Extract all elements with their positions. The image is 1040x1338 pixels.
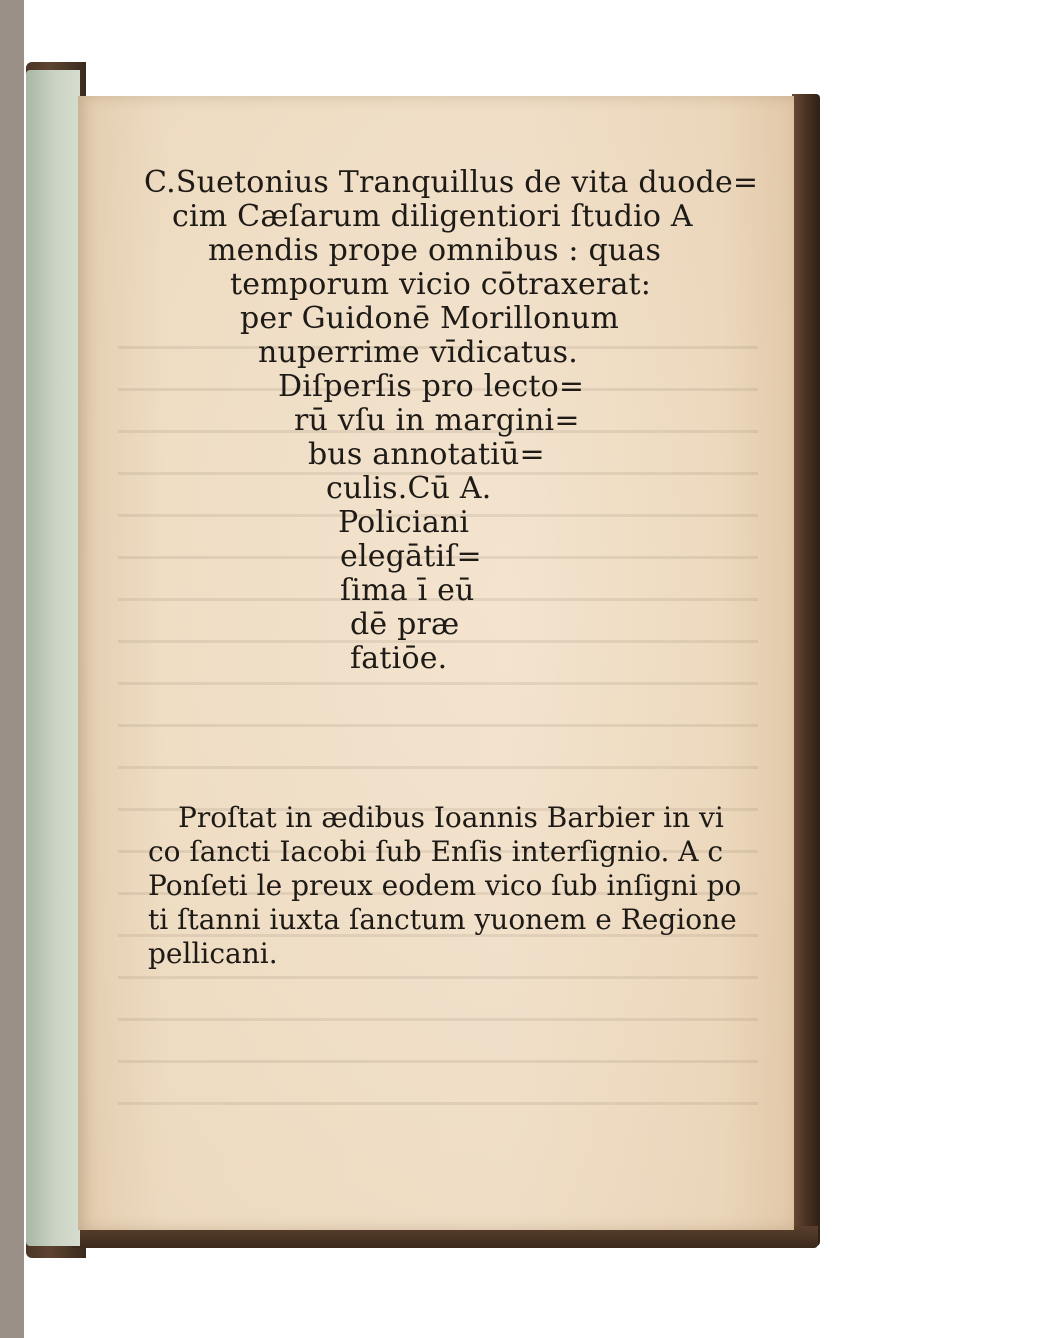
title-line: cim Cæſarum diligentiori ſtudio A (172, 199, 693, 234)
book-binding-fore-edge (792, 94, 820, 1246)
title-line: rū vſu in margini= (294, 403, 580, 438)
imprint-line: ti ſtanni iuxta ſanctum yuonem e Regione (148, 903, 737, 936)
title-line: ſima ī eū (340, 573, 475, 608)
title-line: Policiani (338, 505, 470, 540)
title-line: Diſperſis pro lecto= (278, 369, 585, 404)
title-line: bus annotatiū= (308, 437, 545, 472)
left-margin-strip (0, 0, 24, 1338)
imprint-line: Proſtat in ædibus Ioannis Barbier in vi (178, 801, 724, 834)
title-line: nuperrime vīdicatus. (258, 335, 578, 370)
title-line: C.Suetonius Tranquillus de vita duode= (144, 165, 759, 200)
title-line: dē præ (350, 607, 460, 642)
imprint-line: Ponſeti le preux eodem vico ſub inſigni po (148, 869, 742, 902)
title-line: elegātiſ= (340, 539, 482, 574)
title-line: fatiōe. (350, 641, 448, 676)
imprint-line: co ſancti Iacobi ſub Enſis interſignio. A c (148, 835, 724, 868)
title-line: culis.Cū A. (326, 471, 492, 506)
title-page (78, 96, 794, 1230)
endpaper-leaf (26, 70, 80, 1246)
title-line: per Guidonē Morillonum (240, 301, 620, 336)
imprint-line: pellicani. (148, 937, 278, 970)
title-line: mendis prope omnibus : quas (208, 233, 662, 268)
title-line: temporum vicio cōtraxerat: (230, 267, 652, 302)
